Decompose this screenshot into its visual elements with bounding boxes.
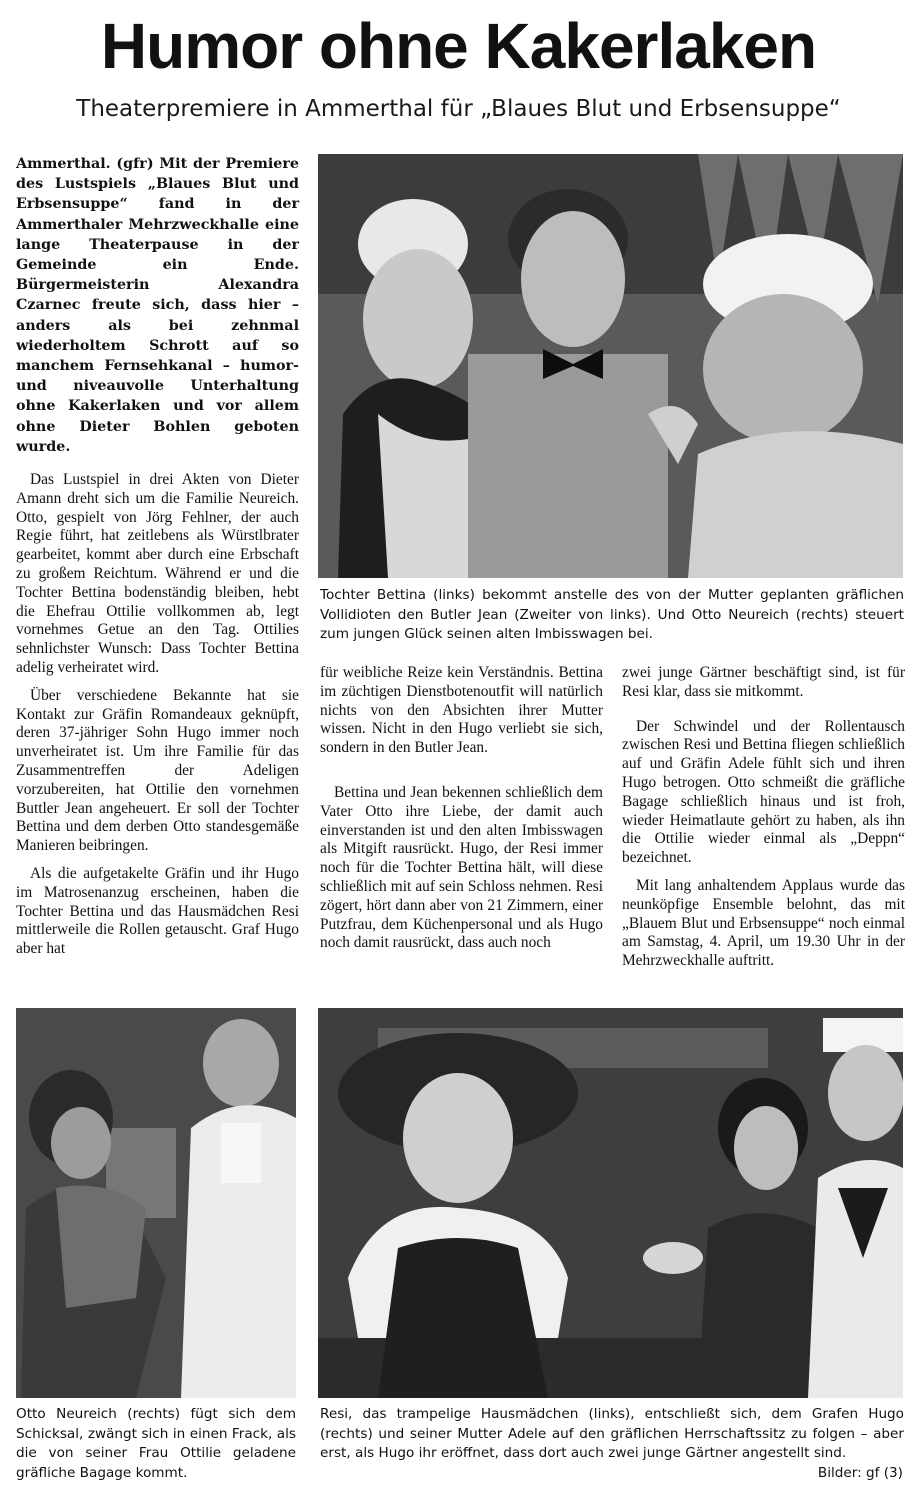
photo-top-image	[318, 154, 903, 578]
body-paragraph: zwei junge Gärtner beschäftigt sind, ist für Resi klar, dass sie mitkommt.	[622, 664, 905, 700]
article-column-3	[622, 664, 905, 980]
photo-bottom-right	[318, 1008, 903, 1398]
photo-top-caption: Tochter Bettina (links) bekommt anstelle des von der Mutter geplanten gräflichen Vollidioten den Butler Jean (Zweiter von links). Und Otto Neureich (rechts) steuert zum jungen Glück seinen alten Imbisswagen bei.	[320, 587, 904, 642]
body-paragraph: Mit lang anhaltendem Applaus wurde das neunköpfige Ensemble belohnt, das mit „Blauem Blut und Erbsensuppe“ noch einmal am Samstag, 4. April, um 19.30 Uhr in der Mehrzweckhalle auftritt.	[622, 876, 905, 970]
article-column-1	[16, 154, 299, 968]
photo-bottom-right-caption: Resi, das trampelige Hausmädchen (links), entschließt sich, dem Grafen Hugo (rechts) und seiner Mutter Adele auf den gräflichen Herrschaftssitz zu folgen – aber erst, als Hugo ihr eröffnet, dass dort auch zwei junge Gärtner angestellt sind.	[320, 1406, 904, 1461]
photo-credit: Bilder: gf (3)	[817, 1465, 903, 1481]
article-column-2	[320, 664, 603, 962]
lead-paragraph: Ammerthal. (gfr) Mit der Premiere des Lustspiels „Blaues Blut und Erbsensuppe“ fand in der Ammerthaler Mehrzweckhalle eine lange Theaterpause in der Gemeinde ein Ende. Bürgermeisterin Alexandra Czarnec freute sich, dass hier – anders als bei zehnmal wiederholtem Schrott auf so manchem Fernsehkanal – humor- und niveauvolle Unterhaltung ohne Kakerlaken und vor allem ohne Dieter Bohlen geboten wurde.	[16, 156, 299, 455]
photo-bottom-left-image	[16, 1008, 296, 1398]
body-paragraph: Über verschiedene Bekannte hat sie Kontakt zur Gräfin Romandeaux geknüpft, deren 37-jähriger Sohn Hugo immer noch unverheiratet ist. Um ihre Familie für das Zusammentreffen der Adeligen vorzubereiten, hat Ottilie den vornehmen Buttler Jean angeheuert. Er soll der Tochter Bettina und dem derben Otto standesgemäße Manieren beibringen.	[16, 686, 299, 855]
photo-bottom-left	[16, 1008, 296, 1398]
subheadline: Theaterpremiere in Ammerthal für „Blaues Blut und Erbsensuppe“	[76, 96, 841, 122]
photo-bottom-right-image	[318, 1008, 903, 1398]
photo-bottom-left-caption: Otto Neureich (rechts) fügt sich dem Schicksal, zwängt sich in einen Frack, als die von seiner Frau Ottilie geladene gräfliche Bagage kommt.	[16, 1406, 296, 1481]
photo-top	[318, 154, 903, 578]
headline: Humor ohne Kakerlaken	[100, 10, 817, 82]
body-paragraph: Als die aufgetakelte Gräfin und ihr Hugo im Matrosenanzug erscheinen, haben die Tochter Bettina und das Hausmädchen Resi mittlerweile die Rollen getauscht. Graf Hugo aber hat	[16, 864, 299, 958]
body-paragraph: Der Schwindel und der Rollentausch zwischen Resi und Bettina fliegen schließlich auf und Gräfin Adele fühlt sich und ihren Hugo betrogen. Otto schmeißt die gräfliche Bagage schließlich hinaus und ist froh, wieder Heimatlaute gehört zu haben, als ihn die Ottilie wieder einmal als „Deppn“ bezeichnet.	[622, 717, 905, 867]
body-paragraph: Bettina und Jean bekennen schließlich dem Vater Otto ihre Liebe, der damit auch einverstanden ist und den alten Imbisswagen als Mitgift rausrückt. Hugo, der Resi immer noch für die Tochter Bettina hält, will diese schließlich mit auf sein Schloss nehmen. Resi zögert, hört dann aber von 21 Zimmern, einer Putzfrau, dem Küchenpersonal und als Hugo noch damit rausrückt, dass auch noch	[320, 783, 603, 952]
body-paragraph: Das Lustspiel in drei Akten von Dieter Amann dreht sich um die Familie Neureich. Otto, gespielt von Jörg Fehlner, der auch Regie führt, hat zeitlebens als Würstlbrater gearbeitet, kommt aber durch eine Erbschaft zu großem Reichtum. Während er und die Tochter Bettina bodenständig bleiben, hebt die Ehefrau Ottilie vollkommen ab, legt vornehmes Getue an den Tag. Ottilies sehnlichster Wunsch: Dass Tochter Bettina adelig verheiratet wird.	[16, 471, 299, 677]
body-paragraph: für weibliche Reize kein Verständnis. Bettina im züchtigen Dienstbotenoutfit will natürlich nichts von den Absichten ihrer Mutter wissen. Nicht in den Hugo verliebt sie sich, sondern in den Butler Jean.	[320, 664, 603, 757]
